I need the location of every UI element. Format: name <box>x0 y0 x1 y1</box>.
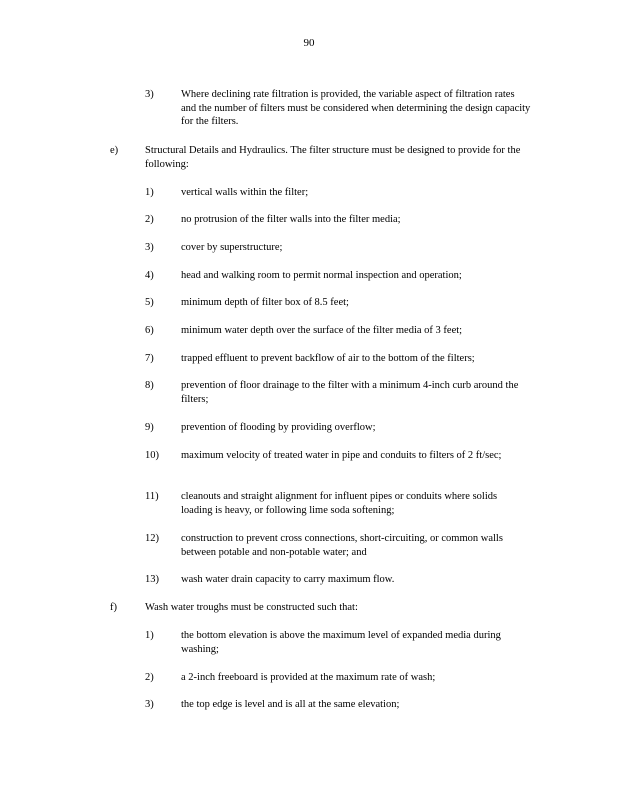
list-item-text: minimum depth of filter box of 8.5 feet; <box>181 297 349 308</box>
list-item-text: prevention of floor drainage to the filter with a minimum 4-inch curb around the filters; <box>181 380 521 405</box>
list-item-text: vertical walls within the filter; <box>181 187 309 198</box>
page-number: 90 <box>303 37 315 49</box>
list-item-number: 5) <box>145 297 154 308</box>
list-item-text: the top edge is level and is all at the same elevation; <box>181 699 400 710</box>
list-item-number: 10) <box>145 450 159 461</box>
list-item-text: cleanouts and straight alignment for influent pipes or conduits where solids loading is heavy, or following lime soda softening; <box>181 491 500 516</box>
list-item-number: 1) <box>145 187 154 198</box>
list-item-number: 7) <box>145 353 154 364</box>
section-letter-e: e) <box>110 145 119 156</box>
list-item-text: the bottom elevation is above the maximum level of expanded media during washing; <box>181 630 504 655</box>
list-item-number: 9) <box>145 422 154 433</box>
list-item-text: no protrusion of the filter walls into the filter media; <box>181 214 401 225</box>
list-item-number: 2) <box>145 214 154 225</box>
list-item-text: maximum velocity of treated water in pipe and conduits to filters of 2 ft/sec; <box>181 450 502 461</box>
list-item-number: 8) <box>145 380 154 391</box>
list-item-text: prevention of flooding by providing overflow; <box>181 422 376 433</box>
list-item-text: trapped effluent to prevent backflow of air to the bottom of the filters; <box>181 353 475 364</box>
list-item-text: cover by superstructure; <box>181 242 283 253</box>
list-item-number: 3) <box>145 699 154 710</box>
list-item-number: 4) <box>145 270 154 281</box>
list-item-text: Where declining rate filtration is provided, the variable aspect of filtration rates and the number of filters must be considered when determining the design capacity for the filters. <box>181 89 533 127</box>
list-item-text: minimum water depth over the surface of the filter media of 3 feet; <box>181 325 463 336</box>
section-heading-f: Wash water troughs must be constructed such that: <box>145 602 358 613</box>
list-item-text: head and walking room to permit normal inspection and operation; <box>181 270 462 281</box>
section-heading-e: Structural Details and Hydraulics. The filter structure must be designed to provide for the following: <box>145 145 523 170</box>
list-item-number: 2) <box>145 672 154 683</box>
list-item-text: wash water drain capacity to carry maximum flow. <box>181 574 395 585</box>
list-item-number: 6) <box>145 325 154 336</box>
list-item-number: 12) <box>145 533 159 544</box>
list-item-text: a 2-inch freeboard is provided at the maximum rate of wash; <box>181 672 436 683</box>
list-item-number: 11) <box>145 491 159 502</box>
list-item-text: construction to prevent cross connections, short-circuiting, or common walls between potable and non-potable water; and <box>181 533 506 558</box>
list-item-number: 13) <box>145 574 159 585</box>
section-letter-f: f) <box>110 602 117 613</box>
list-item-number: 3) <box>145 242 154 253</box>
list-item-number: 3) <box>145 89 154 100</box>
list-item-number: 1) <box>145 630 154 641</box>
